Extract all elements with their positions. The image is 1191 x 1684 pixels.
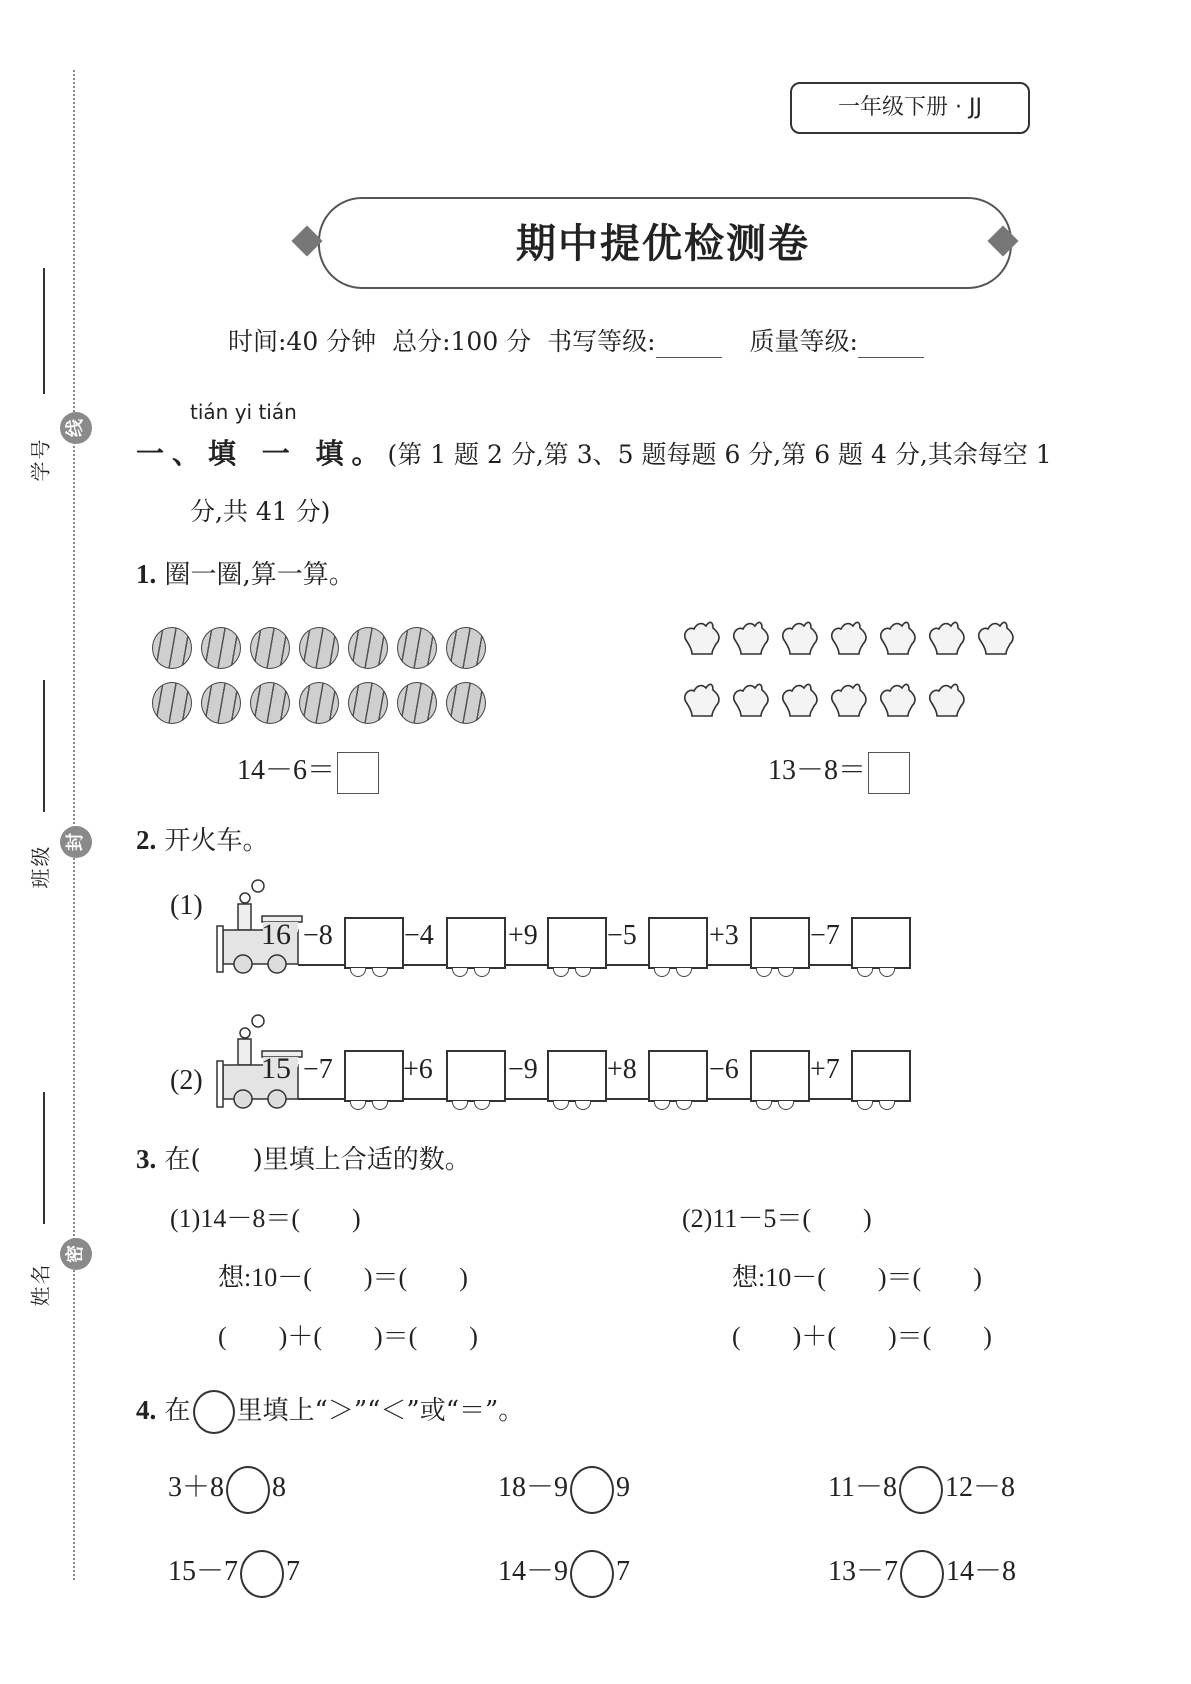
train-2-car-answer-box[interactable]	[750, 1050, 810, 1102]
q3-title	[136, 1139, 471, 1176]
train-2-op: −7	[303, 1054, 333, 1085]
compare-circle-slot[interactable]	[226, 1466, 270, 1514]
q3-part2-line1[interactable]: (2)11－5＝( )	[682, 1204, 872, 1233]
train-1-car-answer-box[interactable]	[344, 917, 404, 969]
name-label: 姓名	[28, 1262, 53, 1307]
compare-right: 9	[616, 1472, 631, 1503]
train-2-op: −9	[508, 1054, 538, 1085]
striped-ball-icon	[348, 682, 388, 724]
compare-right: 8	[272, 1472, 287, 1503]
q3-prompt: 在( )里填上合适的数。	[164, 1145, 471, 1175]
writing-grade-blank[interactable]	[656, 339, 722, 358]
compare-circle-slot[interactable]	[570, 1466, 614, 1514]
train-2-op: +7	[810, 1054, 840, 1085]
train-2-op: +8	[607, 1054, 637, 1085]
student-id-label: 学号	[28, 437, 53, 482]
edition-badge: 一年级下册 · JJ	[790, 82, 1030, 134]
section-title: 一、填 一 填。	[136, 437, 388, 470]
train-1-car-answer-box[interactable]	[547, 917, 607, 969]
seal-mi: 密	[60, 1238, 92, 1270]
q2-number: 2.	[136, 825, 157, 855]
seal-xian: 线	[60, 412, 92, 444]
compare-right: 14－8	[946, 1556, 1017, 1587]
train-2-op: −6	[709, 1054, 739, 1085]
name-blank[interactable]	[43, 1092, 45, 1224]
student-id-blank[interactable]	[43, 268, 45, 394]
q1-left-equation	[237, 748, 379, 794]
compare-left: 13－7	[828, 1556, 899, 1587]
striped-ball-icon	[446, 627, 486, 669]
train-1-op: +9	[508, 920, 538, 951]
q1-right-expression: 13－8＝	[768, 755, 867, 786]
q1-left-answer-box[interactable]	[337, 752, 379, 794]
compare-left: 15－7	[168, 1556, 239, 1587]
train-1-op: −8	[303, 920, 333, 951]
striped-ball-icon	[348, 627, 388, 669]
q1-number: 1.	[136, 559, 157, 589]
train-1-car-answer-box[interactable]	[446, 917, 506, 969]
striped-ball-icon	[397, 627, 437, 669]
compare-item	[498, 1465, 630, 1514]
time-info: 时间:40 分钟	[228, 327, 377, 356]
compare-item	[168, 1465, 286, 1514]
leaf-icon	[685, 684, 964, 716]
compare-left: 14－9	[498, 1556, 569, 1587]
compare-circle-slot[interactable]	[240, 1550, 284, 1598]
q1-balls-group	[152, 627, 492, 727]
striped-ball-icon	[201, 682, 241, 724]
train-2-car-answer-box[interactable]	[648, 1050, 708, 1102]
train-2-op: +6	[403, 1054, 433, 1085]
train-2-car-answer-box[interactable]	[851, 1050, 911, 1102]
q3-part1-line3[interactable]: ( )＋( )＝( )	[218, 1322, 478, 1351]
exam-info-line	[228, 322, 944, 358]
compare-item	[828, 1549, 1016, 1598]
train-1-op: −4	[404, 920, 434, 951]
compare-right: 7	[286, 1556, 301, 1587]
binding-dashed-line	[73, 70, 75, 1580]
train-1-op: +3	[709, 920, 739, 951]
section-scoring: (第 1 题 2 分,第 3、5 题每题 6 分,第 6 题 4 分,其余每空 1	[387, 440, 1052, 469]
q3-part1-line2[interactable]: 想:10－( )＝( )	[218, 1263, 468, 1292]
q1-left-expression: 14－6＝	[237, 755, 336, 786]
compare-item	[498, 1549, 630, 1598]
locomotive-icon	[215, 878, 305, 976]
section-pinyin: tián yi tián	[190, 400, 297, 424]
compare-circle-slot[interactable]	[570, 1550, 614, 1598]
compare-right: 7	[616, 1556, 631, 1587]
section-heading	[136, 432, 1052, 472]
q3-part2-line3[interactable]: ( )＋( )＝( )	[732, 1322, 992, 1351]
q4-prompt-post: 里填上“＞”“＜”或“＝”。	[236, 1396, 525, 1426]
quality-grade-blank[interactable]	[858, 339, 924, 358]
section-scoring-cont: 分,共 41 分)	[190, 497, 331, 526]
compare-item	[168, 1549, 300, 1598]
q1-leaves-group	[680, 620, 1020, 730]
striped-ball-icon	[299, 682, 339, 724]
striped-ball-icon	[152, 627, 192, 669]
writing-grade-label: 书写等级:	[547, 327, 656, 356]
q3-number: 3.	[136, 1144, 157, 1174]
train-2-start-number: 15	[261, 1052, 291, 1085]
q1-right-equation	[768, 748, 910, 794]
compare-item	[828, 1465, 1015, 1514]
q4-prompt-pre: 在	[164, 1396, 191, 1426]
q1-right-answer-box[interactable]	[868, 752, 910, 794]
q2-title	[136, 820, 269, 857]
striped-ball-icon	[250, 682, 290, 724]
striped-ball-icon	[299, 627, 339, 669]
q2-prompt: 开火车。	[164, 826, 269, 856]
striped-ball-icon	[152, 682, 192, 724]
train-1-op: −5	[607, 920, 637, 951]
train-1-car-answer-box[interactable]	[750, 917, 810, 969]
compare-left: 11－8	[828, 1472, 897, 1503]
q3-part2-line2[interactable]: 想:10－( )＝( )	[732, 1263, 982, 1292]
q1-prompt: 圈一圈,算一算。	[164, 560, 355, 590]
striped-ball-icon	[250, 627, 290, 669]
compare-circle-slot[interactable]	[899, 1466, 943, 1514]
train-1-label: (1)	[170, 890, 203, 921]
q4-title	[136, 1390, 524, 1434]
locomotive-icon	[215, 1013, 305, 1111]
compare-right: 12－8	[944, 1472, 1015, 1503]
total-score-info: 总分:100 分	[392, 327, 532, 356]
train-1-start-number: 16	[261, 918, 291, 951]
train-2-label: (2)	[170, 1065, 203, 1096]
train-1-op: −7	[810, 920, 840, 951]
seal-feng: 封	[60, 826, 92, 858]
striped-ball-icon	[397, 682, 437, 724]
quality-grade-label: 质量等级:	[749, 327, 858, 356]
train-1-car-answer-box[interactable]	[851, 917, 911, 969]
striped-ball-icon	[201, 627, 241, 669]
train-1-car-answer-box[interactable]	[648, 917, 708, 969]
class-label: 班级	[28, 844, 53, 889]
train-2-car-answer-box[interactable]	[446, 1050, 506, 1102]
leaf-icon	[685, 622, 1013, 654]
compare-left: 3＋8	[168, 1472, 225, 1503]
train-2-car-answer-box[interactable]	[344, 1050, 404, 1102]
q1-title	[136, 554, 355, 591]
compare-circle-slot[interactable]	[900, 1550, 944, 1598]
q4-number: 4.	[136, 1395, 157, 1425]
page-title: 期中提优检测卷	[516, 220, 810, 267]
striped-ball-icon	[446, 682, 486, 724]
circle-icon	[193, 1390, 235, 1434]
class-blank[interactable]	[43, 680, 45, 812]
compare-left: 18－9	[498, 1472, 569, 1503]
q3-part1-line1[interactable]: (1)14－8＝( )	[170, 1204, 361, 1233]
train-2-car-answer-box[interactable]	[547, 1050, 607, 1102]
